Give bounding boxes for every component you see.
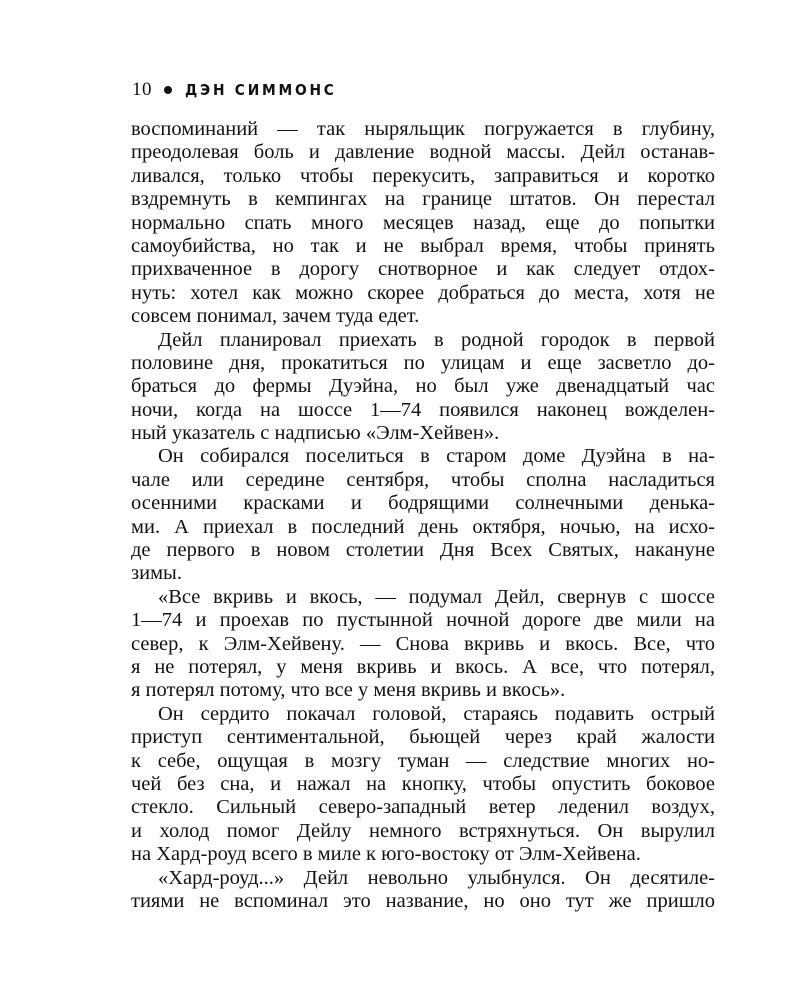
text-line: ный указатель с надписью «Элм-Хейвен».	[131, 422, 500, 445]
paragraph	[131, 445, 715, 585]
text-line: ливался, только чтобы перекусить, заправиться и коротко	[131, 164, 715, 187]
text-line: на Хард-роуд всего в миле к юго-востоку от Элм-Хейвена.	[131, 843, 641, 866]
text-line: я потерял потому, что все у меня вкривь и вкось».	[131, 679, 566, 702]
text-line: браться до фермы Дуэйна, но был уже двенадцатый час	[131, 375, 715, 398]
paragraph	[131, 586, 715, 703]
text-line: 1—74 и проехав по пустынной ночной дороге две мили на	[131, 609, 715, 632]
text-line: и холод помог Дейлу немного встряхнуться. Он вырулил	[131, 819, 715, 842]
bullet-separator	[164, 86, 172, 94]
text-line: преодолевая боль и давление водной массы. Дейл останав-	[131, 141, 715, 164]
text-line: воспоминаний — так ныряльщик погружается в глубину,	[131, 118, 715, 140]
body-text	[131, 118, 715, 913]
paragraph	[131, 118, 715, 329]
text-line: я не потерял, у меня вкривь и вкось. А все, что потерял,	[131, 655, 715, 678]
text-line: Он собирался поселиться в старом доме Дуэйна в на-	[158, 445, 715, 468]
text-line: к себе, ощущая в мозгу туман — следствие многих но-	[131, 749, 715, 772]
text-line: осенними красками и бодрящими солнечными денька-	[131, 492, 715, 515]
text-line: «Хард-роуд...» Дейл невольно улыбнулся. Он десятиле-	[158, 866, 715, 889]
text-line: совсем понимал, зачем туда едет.	[131, 305, 420, 328]
page-number: 10	[132, 79, 152, 100]
paragraph	[131, 867, 715, 914]
text-line: «Все вкривь и вкось, — подумал Дейл, свернув с шоссе	[158, 585, 715, 608]
text-line: ночи, когда на шоссе 1—74 появился наконец вожделен-	[131, 398, 715, 421]
text-line: нормально спать много месяцев назад, еще до попытки	[131, 211, 715, 234]
text-line: половине дня, прокатиться по улицам и еще засветло до-	[131, 351, 715, 374]
text-line: прихваченное в дорогу снотворное и как следует отдох-	[131, 258, 715, 281]
text-line: Дейл планировал приехать в родной городок в первой	[158, 328, 715, 351]
text-line: приступ сентиментальной, бьющей через край жалости	[131, 726, 715, 749]
text-line: вздремнуть в кемпингах на границе штатов. Он перестал	[131, 188, 715, 211]
text-line: зимы.	[131, 562, 182, 585]
text-line: самоубийства, но так и не выбрал время, чтобы принять	[131, 234, 715, 257]
text-line: север, к Элм-Хейвену. — Снова вкривь и вкось. Все, что	[131, 632, 715, 655]
text-line: стекло. Сильный северо-западный ветер леденил воздух,	[131, 796, 715, 819]
text-line: Он сердито покачал головой, стараясь подавить острый	[158, 702, 715, 725]
text-line: тиями не вспоминал это название, но оно тут же пришло	[131, 889, 715, 912]
text-line: нуть: хотел как можно скорее добраться до места, хотя не	[131, 281, 715, 304]
text-line: де первого в новом столетии Дня Всех Святых, накануне	[131, 539, 715, 562]
author-name: ДЭН СИММОНС	[185, 81, 337, 99]
paragraph	[131, 703, 715, 867]
running-header	[132, 76, 350, 104]
text-line: ми. А приехал в последний день октября, ночью, на исхо-	[131, 515, 715, 538]
text-line: чей без сна, и нажал на кнопку, чтобы опустить боковое	[131, 772, 715, 795]
text-line: чале или середине сентября, чтобы сполна насладиться	[131, 468, 715, 491]
paragraph	[131, 329, 715, 446]
